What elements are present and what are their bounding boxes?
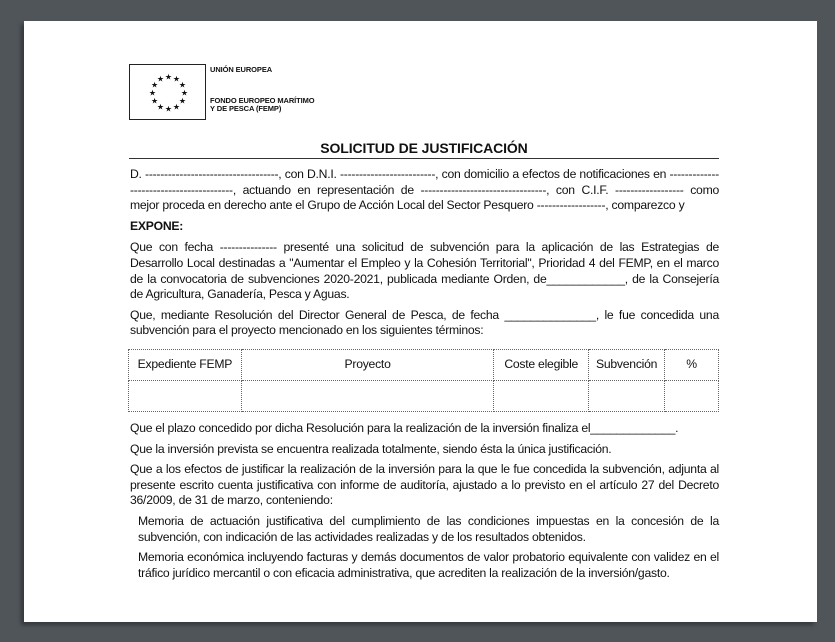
section-heading: EXPONE: [130, 218, 184, 233]
document-title: SOLICITUD DE JUSTIFICACIÓN [320, 140, 528, 156]
svg-text:★: ★ [180, 88, 189, 98]
svg-text:★: ★ [151, 80, 159, 90]
svg-text:★: ★ [156, 74, 165, 84]
svg-text:★: ★ [151, 96, 159, 106]
svg-text:★: ★ [156, 102, 165, 112]
eu-logo [129, 64, 206, 120]
column-header-proyecto: Proyecto [241, 349, 493, 380]
table-row [129, 380, 719, 411]
cell-percent [665, 380, 719, 411]
svg-text:★: ★ [172, 74, 181, 84]
svg-text:★: ★ [178, 80, 186, 90]
title-divider [129, 158, 719, 159]
document-body [130, 167, 719, 581]
svg-text:★: ★ [164, 104, 173, 114]
column-header-coste: Coste elegible [494, 349, 589, 380]
grant-terms-table [128, 349, 719, 412]
fund-label [210, 66, 314, 114]
document-page [24, 21, 817, 622]
fund-name-line-1: FONDO EUROPEO MARÍTIMO [210, 95, 315, 105]
paragraph-completion: Que la inversión prevista se encuentra realizada totalmente, siendo ésta la única justificación. [130, 441, 612, 456]
cell-expediente [129, 380, 242, 411]
cell-coste [494, 380, 589, 411]
list-item: Memoria económica incluyendo facturas y demás documentos de valor probatorio equivalente con validez en el tráfico jurídico mercantil o con eficacia administrativa, que acrediten la realización de la inversión/gasto. [138, 550, 719, 580]
list-item: Memoria de actuación justificativa del cumplimiento de las condiciones impuestas en la concesión de la subvención, con indicación de las actividades realizadas y de los resultados obtenidos. [138, 513, 719, 544]
paragraph-deadline: Que el plazo concedido por dicha Resolución para la realización de la inversión finaliza el_____________. [130, 420, 679, 435]
column-header-percent: % [665, 349, 719, 380]
column-header-expediente: Expediente FEMP [129, 349, 242, 380]
svg-text:★: ★ [148, 88, 157, 98]
svg-text:★: ★ [178, 96, 186, 106]
svg-text:★: ★ [172, 102, 181, 112]
paragraph-justification: Que a los efectos de justificar la realización de la inversión para la que le fue concedida la subvención, adjunta al presente escrito cuenta justificativa con informe de auditoría, ajustado a lo previsto en el artículo 27 del Decreto 36/2009, de 31 de marzo, conteniendo: [130, 462, 719, 508]
eu-label: UNIÓN EUROPEA [210, 65, 273, 74]
svg-text:★: ★ [164, 72, 173, 82]
paragraph-resolution: Que, mediante Resolución del Director General de Pesca, de fecha ______________, le fue concedida una subvención para el proyecto mencionado en los siguientes términos: [130, 307, 719, 338]
intro-paragraph: D. -----------------------------------, con D.N.I. -------------------------, con domicilio a efectos de notificaciones en ----------------------------------------, actuando en representación de ---------------------------------, con C.I.F. ------------------ como mejor proceda en derecho ante el Grupo de Acción Local del Sector Pesquero ------------------, comparezco y [130, 167, 719, 213]
eu-flag-stars-icon [130, 65, 207, 121]
paragraph-application: Que con fecha --------------- presenté una solicitud de subvención para la aplicación de las Estrategias de Desarrollo Local destinadas a "Aumentar el Empleo y la Cohesión Territorial", Prioridad 4 del FEMP, en el marco de la convocatoria de subvenciones 2020-2021, publicada mediante Orden, de____________, de la Consejería de Agricultura, Ganadería, Pesca y Aguas. [130, 240, 719, 302]
table-header-row [129, 349, 719, 380]
column-header-subvencion: Subvención [589, 349, 665, 380]
cell-subvencion [589, 380, 665, 411]
cell-proyecto [241, 380, 493, 411]
fund-name-line-2: Y DE PESCA (FEMP) [210, 104, 282, 113]
